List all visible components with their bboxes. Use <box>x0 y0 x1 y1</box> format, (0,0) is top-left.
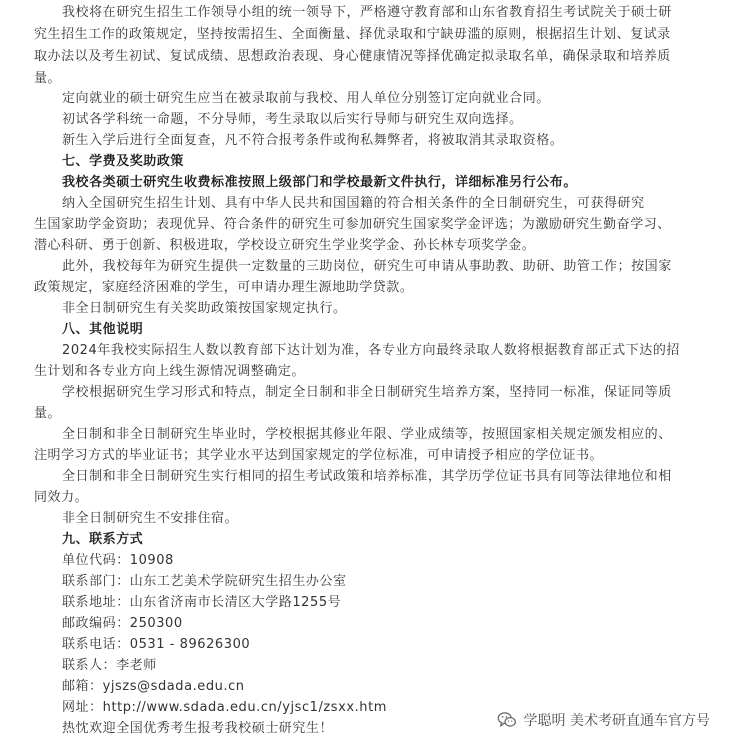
wechat-watermark <box>496 708 710 732</box>
paragraph-line: 我校将在研究生招生工作领导小组的统一领导下，严格遵守教育部和山东省教育招生考试院关于硕士研 <box>62 5 672 20</box>
paragraph-line: 非全日制研究生不安排住宿。 <box>62 511 239 526</box>
paragraph-line: 政策规定，家庭经济困难的学生，可申请办理生源地助学贷款。 <box>34 280 414 295</box>
bold-paragraph: 我校各类硕士研究生收费标准按照上级部门和学校最新文件执行，详细标准另行公布。 <box>62 175 577 190</box>
paragraph-line: 注明学习方式的毕业证书；其学业水平达到国家规定的学位标准，可申请授予相应的学位证书。 <box>34 448 604 463</box>
contact-address: 联系地址：山东省济南市长清区大学路1255号 <box>62 595 342 610</box>
section-heading: 七、学费及奖助政策 <box>62 154 184 169</box>
contact-email: 邮箱：yjszs@sdada.edu.cn <box>62 679 245 694</box>
wechat-icon <box>496 709 518 731</box>
paragraph-line: 学校根据研究生学习形式和特点，制定全日制和非全日制研究生培养方案，坚持同一标准，保证同等质 <box>62 385 672 400</box>
contact-department: 联系部门：山东工艺美术学院研究生招生办公室 <box>62 574 347 589</box>
paragraph-line: 量。 <box>34 406 62 421</box>
contact-website: 网址：http://www.sdada.edu.cn/yjsc1/zsxx.htm <box>62 700 387 715</box>
paragraph-line: 潜心科研、勇于创新、积极进取，学校设立研究生学业奖学金、孙长林专项奖学金。 <box>34 238 536 253</box>
contact-phone: 联系电话：0531 - 89626300 <box>62 637 251 652</box>
paragraph-line: 非全日制研究生有关奖助政策按国家规定执行。 <box>62 301 347 316</box>
paragraph-line: 新生入学后进行全面复查，凡不符合报考条件或徇私舞弊者，将被取消其录取资格。 <box>62 133 564 148</box>
paragraph-line: 定向就业的硕士研究生应当在被录取前与我校、用人单位分别签订定向就业合同。 <box>62 91 550 106</box>
paragraph-line: 量。 <box>34 71 62 86</box>
paragraph-line: 全日制和非全日制研究生毕业时，学校根据其修业年限、学业成绩等，按照国家相关规定颁发相应的、 <box>62 427 672 442</box>
contact-code: 单位代码：10908 <box>62 553 174 568</box>
paragraph-line: 同效力。 <box>34 490 89 505</box>
paragraph-line: 生国家助学金资助；表现优异、符合条件的研究生可参加研究生国家奖学金评选；为激励研究生勤奋学习、 <box>34 217 671 232</box>
contact-person: 联系人：李老师 <box>62 658 157 673</box>
paragraph-line: 初试各学科统一命题，不分导师，考生录取以后实行导师与研究生双向选择。 <box>62 112 523 127</box>
paragraph-line: 生计划和各专业方向上线生源情况调整确定。 <box>34 364 306 379</box>
paragraph-line: 纳入全国研究生招生计划、具有中华人民共和国国籍的符合相关条件的全日制研究生，可获得研究 <box>62 196 645 211</box>
contact-postcode: 邮政编码：250300 <box>62 616 183 631</box>
paragraph-line: 取办法以及考生初试、复试成绩、思想政治表现、身心健康情况等择优确定拟录取名单，确保录取和培养质 <box>34 49 671 64</box>
watermark-text: 学聪明 美术考研直通车官方号 <box>523 713 710 729</box>
paragraph-line: 究生招生工作的政策规定，坚持按需招生、全面衡量、择优录取和宁缺毋滥的原则，根据招生计划、复试录 <box>34 27 671 42</box>
paragraph-line: 全日制和非全日制研究生实行相同的招生考试政策和培养标准，其学历学位证书具有同等法律地位和相 <box>62 469 672 484</box>
paragraph-line: 2024年我校实际招生人数以教育部下达计划为准，各专业方向最终录取人数将根据教育部正式下达的招 <box>62 343 680 358</box>
section-heading: 九、联系方式 <box>62 532 144 547</box>
closing-line: 热忱欢迎全国优秀考生报考我校硕士研究生！ <box>62 721 334 736</box>
paragraph-line: 此外，我校每年为研究生提供一定数量的三助岗位，研究生可申请从事助教、助研、助管工作；按国家 <box>62 259 672 274</box>
section-heading: 八、其他说明 <box>62 322 144 337</box>
